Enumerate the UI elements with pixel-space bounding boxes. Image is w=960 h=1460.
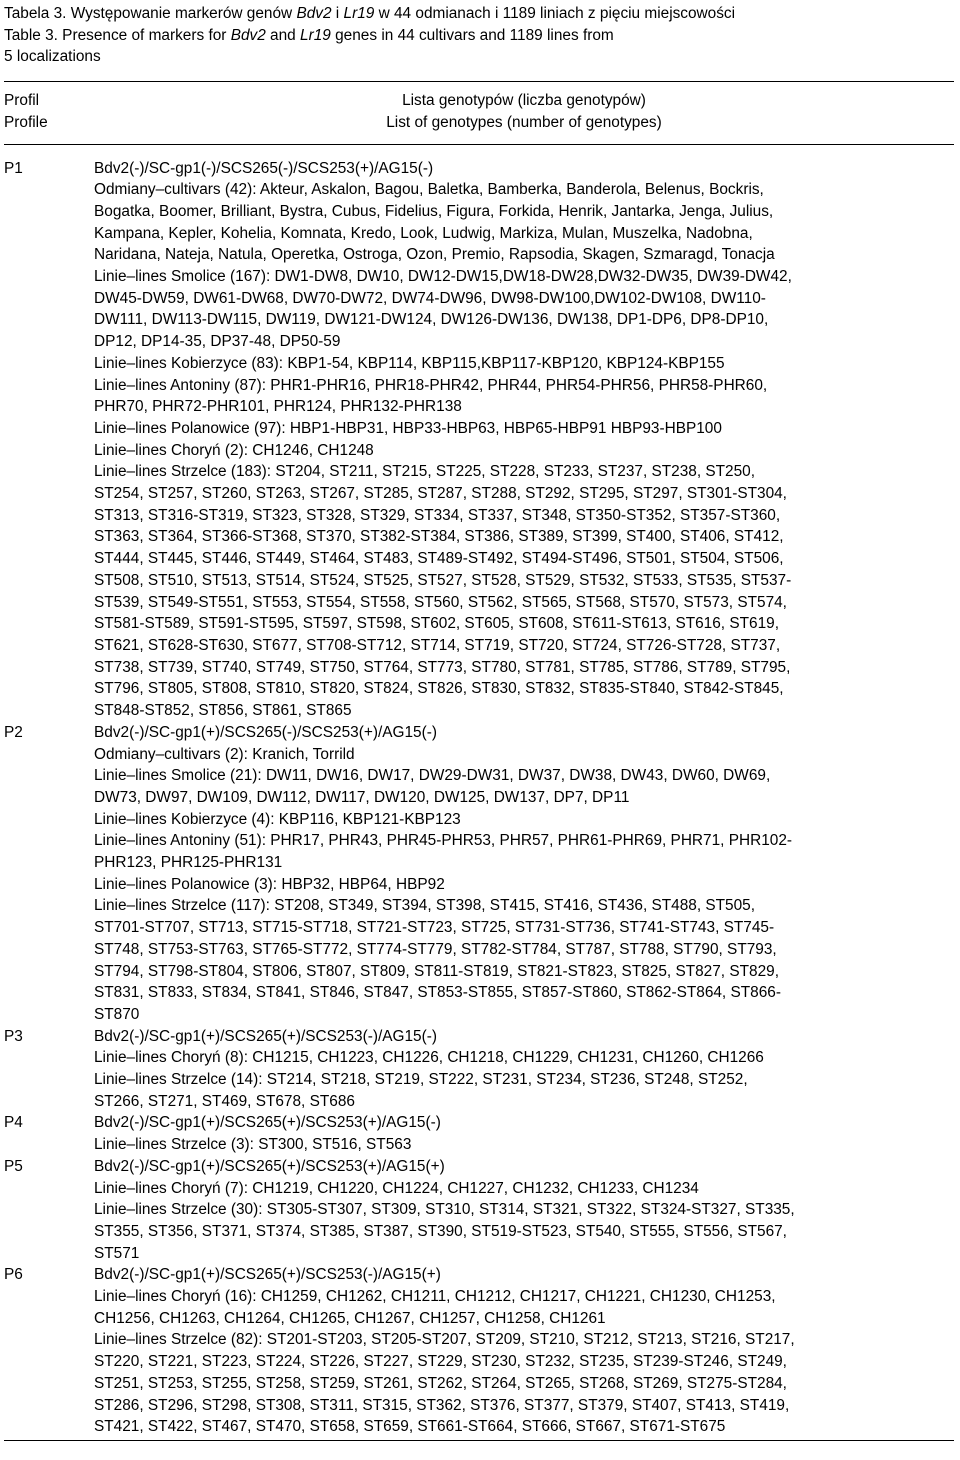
genotype-line: ST539, ST549-ST551, ST553, ST554, ST558, ST560, ST562, ST565, ST568, ST570, ST573, ST574, xyxy=(94,593,787,611)
genotype-line: Odmiany–cultivars (2): Kranich, Torrild xyxy=(94,745,355,763)
genotype-line: Linie–lines Polanowice (3): HBP32, HBP64, HBP92 xyxy=(94,875,445,893)
genotype-line: Bogatka, Boomer, Brilliant, Bystra, Cubus, Fidelius, Figura, Forkida, Henrik, Jantarka, Jenga, Julius, xyxy=(94,202,774,220)
profile-id: P2 xyxy=(4,723,23,741)
table-row xyxy=(4,1264,954,1440)
marker-pattern: Bdv2(-)/SC-gp1(+)/SCS265(+)/SCS253(-)/AG15(+) xyxy=(94,1266,441,1284)
table-body xyxy=(4,144,954,1440)
genotype-line: Linie–lines Strzelce (82): ST201-ST203, ST205-ST207, ST209, ST210, ST212, ST213, ST216, ST217, xyxy=(94,1331,795,1349)
genotype-line: ST831, ST833, ST834, ST841, ST846, ST847, ST853-ST855, ST857-ST860, ST862-ST864, ST866- xyxy=(94,984,781,1002)
profile-id: P5 xyxy=(4,1157,23,1175)
genotype-list-cell xyxy=(94,1156,954,1265)
caption-en-suffix: genes in 44 cultivars and 1189 lines from xyxy=(330,26,614,44)
profile-header-en: Profile xyxy=(4,113,48,131)
genotype-list-column-header xyxy=(94,82,954,144)
table-header-row xyxy=(4,82,954,144)
genotype-line: ST220, ST221, ST223, ST224, ST226, ST227, ST229, ST230, ST232, ST235, ST239-ST246, ST249, xyxy=(94,1353,787,1371)
genotype-line: Linie–lines Choryń (8): CH1215, CH1223, CH1226, CH1218, CH1229, CH1231, CH1260, CH1266 xyxy=(94,1049,764,1067)
genotype-line: ST266, ST271, ST469, ST678, ST686 xyxy=(94,1092,355,1110)
profile-column-header xyxy=(4,82,94,144)
genotype-line: DW45-DW59, DW61-DW68, DW70-DW72, DW74-DW96, DW98-DW100,DW102-DW108, DW110- xyxy=(94,289,766,307)
genotype-line: Linie–lines Choryń (16): CH1259, CH1262, CH1211, CH1212, CH1217, CH1221, CH1230, CH1253, xyxy=(94,1288,776,1306)
genotype-list-cell xyxy=(94,1112,954,1155)
caption-english-line2: 5 localizations xyxy=(4,48,101,66)
genotype-line: ST701-ST707, ST713, ST715-ST718, ST721-ST723, ST725, ST731-ST736, ST741-ST743, ST745- xyxy=(94,919,775,937)
genotype-line: Naridana, Nateja, Natula, Operetka, Ostroga, Ozon, Premio, Rapsodia, Skagen, Szmaragd, Tonacja xyxy=(94,246,775,264)
list-header-en: List of genotypes (number of genotypes) xyxy=(386,113,662,131)
caption-pl-gene-bdv2: Bdv2 xyxy=(296,5,332,22)
caption-en-gene-bdv2: Bdv2 xyxy=(230,26,266,44)
profile-id: P6 xyxy=(4,1264,94,1440)
genotype-line: CH1256, CH1263, CH1264, CH1265, CH1267, CH1257, CH1258, CH1261 xyxy=(94,1309,606,1327)
genotype-line: ST794, ST798-ST804, ST806, ST807, ST809, ST811-ST819, ST821-ST823, ST825, ST827, ST829, xyxy=(94,962,779,980)
caption-pl-and: i xyxy=(331,5,344,22)
genotype-line: ST621, ST628-ST630, ST677, ST708-ST712, ST714, ST719, ST720, ST724, ST726-ST728, ST737, xyxy=(94,636,781,654)
profile-id: P3 xyxy=(4,1027,23,1045)
caption-pl-suffix: w 44 odmianach i 1189 liniach z pięciu miejscowości xyxy=(374,5,736,22)
list-header-pl: Lista genotypów (liczba genotypów) xyxy=(402,92,646,110)
genotype-line: Linie–lines Smolice (21): DW11, DW16, DW17, DW29-DW31, DW37, DW38, DW43, DW60, DW69, xyxy=(94,767,771,785)
marker-pattern: Bdv2(-)/SC-gp1(+)/SCS265(-)/SCS253(+)/AG15(-) xyxy=(94,723,437,741)
genotype-line: Linie–lines Choryń (7): CH1219, CH1220, CH1224, CH1227, CH1232, CH1233, CH1234 xyxy=(94,1179,699,1197)
table-row xyxy=(4,722,954,1026)
genotype-line: Odmiany–cultivars (42): Akteur, Askalon, Bagou, Baletka, Bamberka, Banderola, Belenus, Bockris, xyxy=(94,181,764,199)
profile-id: P4 xyxy=(4,1114,23,1132)
genotype-line: PHR123, PHR125-PHR131 xyxy=(94,854,283,872)
genotype-line: ST254, ST257, ST260, ST263, ST267, ST285, ST287, ST288, ST292, ST295, ST297, ST301-ST304, xyxy=(94,485,787,503)
genotype-line: Linie–lines Choryń (2): CH1246, CH1248 xyxy=(94,441,374,459)
genotype-line: Kampana, Kepler, Kohelia, Komnata, Kredo, Look, Ludwig, Markiza, Mulan, Muszelka, Nadobna, xyxy=(94,224,753,242)
genotype-list-cell xyxy=(94,722,954,1026)
genotype-line: Linie–lines Polanowice (97): HBP1-HBP31, HBP33-HBP63, HBP65-HBP91 HBP93-HBP100 xyxy=(94,419,722,437)
genotype-line: Linie–lines Strzelce (14): ST214, ST218, ST219, ST222, ST231, ST234, ST236, ST248, ST252, xyxy=(94,1071,748,1089)
genotype-list-cell xyxy=(94,1264,954,1440)
genotype-line: Linie–lines Kobierzyce (4): KBP116, KBP121-KBP123 xyxy=(94,810,461,828)
genotype-line: ST421, ST422, ST467, ST470, ST658, ST659, ST661-ST664, ST666, ST667, ST671-ST675 xyxy=(94,1418,726,1436)
caption-en-and: and xyxy=(265,26,301,44)
genotype-line: ST363, ST364, ST366-ST368, ST370, ST382-ST384, ST386, ST389, ST399, ST400, ST406, ST412, xyxy=(94,528,784,546)
genotype-list-cell xyxy=(94,1026,954,1113)
table-row xyxy=(4,144,954,722)
genotype-line: ST508, ST510, ST513, ST514, ST524, ST525, ST527, ST528, ST529, ST532, ST533, ST535, ST537- xyxy=(94,571,792,589)
marker-pattern: Bdv2(-)/SC-gp1(-)/SCS265(-)/SCS253(+)/AG15(-) xyxy=(94,159,434,177)
genotype-line: DW73, DW97, DW109, DW112, DW117, DW120, DW125, DW137, DP7, DP11 xyxy=(94,788,630,806)
genotype-line: Linie–lines Kobierzyce (83): KBP1-54, KBP114, KBP115,KBP117-KBP120, KBP124-KBP155 xyxy=(94,354,725,372)
marker-table xyxy=(4,81,954,1441)
genotype-line: ST251, ST253, ST255, ST258, ST259, ST261, ST262, ST264, ST265, ST268, ST269, ST275-ST284, xyxy=(94,1374,787,1392)
profile-id: P1 xyxy=(4,159,23,177)
table-row xyxy=(4,1156,954,1265)
profile-header-pl: Profil xyxy=(4,92,40,110)
genotype-line: ST581-ST589, ST591-ST595, ST597, ST598, ST602, ST605, ST608, ST611-ST613, ST616, ST619, xyxy=(94,615,779,633)
genotype-line: ST444, ST445, ST446, ST449, ST464, ST483, ST489-ST492, ST494-ST496, ST501, ST504, ST506, xyxy=(94,550,784,568)
table-row xyxy=(4,1112,954,1155)
caption-pl-gene-lr19: Lr19 xyxy=(343,5,375,22)
genotype-line: Linie–lines Antoniny (51): PHR17, PHR43, PHR45-PHR53, PHR57, PHR61-PHR69, PHR71, PHR102- xyxy=(94,832,793,850)
genotype-line: DP12, DP14-35, DP37-48, DP50-59 xyxy=(94,333,341,351)
genotype-line: ST796, ST805, ST808, ST810, ST820, ST824, ST826, ST830, ST832, ST835-ST840, ST842-ST845, xyxy=(94,680,784,698)
marker-pattern: Bdv2(-)/SC-gp1(+)/SCS265(+)/SCS253(-)/AG15(-) xyxy=(94,1027,437,1045)
genotype-line: Linie–lines Smolice (167): DW1-DW8, DW10, DW12-DW15,DW18-DW28,DW32-DW35, DW39-DW42, xyxy=(94,268,792,286)
table-row xyxy=(4,1026,954,1113)
genotype-line: ST571 xyxy=(94,1244,140,1262)
caption-english xyxy=(4,25,958,47)
genotype-line: Linie–lines Strzelce (30): ST305-ST307, ST309, ST310, ST314, ST321, ST322, ST324-ST327, ST335, xyxy=(94,1201,795,1219)
caption-en-prefix: Table 3. Presence of markers for xyxy=(4,26,231,44)
genotype-line: ST286, ST296, ST298, ST308, ST311, ST315, ST362, ST376, ST377, ST379, ST407, ST413, ST419, xyxy=(94,1396,790,1414)
genotype-line: ST870 xyxy=(94,1005,140,1023)
genotype-line: ST355, ST356, ST371, ST374, ST385, ST387, ST390, ST519-ST523, ST540, ST555, ST556, ST567, xyxy=(94,1222,787,1240)
caption-pl-prefix: Tabela 3. Występowanie markerów genów xyxy=(4,5,297,22)
table-caption xyxy=(4,0,958,68)
genotype-line: ST848-ST852, ST856, ST861, ST865 xyxy=(94,702,352,720)
marker-pattern: Bdv2(-)/SC-gp1(+)/SCS265(+)/SCS253(+)/AG15(-) xyxy=(94,1114,441,1132)
genotype-list-cell xyxy=(94,144,954,722)
genotype-line: Linie–lines Strzelce (3): ST300, ST516, ST563 xyxy=(94,1136,412,1154)
genotype-line: Linie–lines Strzelce (117): ST208, ST349, ST394, ST398, ST415, ST416, ST436, ST488, ST505, xyxy=(94,897,756,915)
genotype-line: PHR70, PHR72-PHR101, PHR124, PHR132-PHR138 xyxy=(94,398,462,416)
caption-polish xyxy=(4,3,958,25)
genotype-line: DW111, DW113-DW115, DW119, DW121-DW124, DW126-DW136, DW138, DP1-DP6, DP8-DP10, xyxy=(94,311,769,329)
genotype-line: ST748, ST753-ST763, ST765-ST772, ST774-ST779, ST782-ST784, ST787, ST788, ST790, ST793, xyxy=(94,940,777,958)
marker-pattern: Bdv2(-)/SC-gp1(+)/SCS265(+)/SCS253(+)/AG15(+) xyxy=(94,1157,445,1175)
caption-en-gene-lr19: Lr19 xyxy=(300,26,331,44)
genotype-line: Linie–lines Antoniny (87): PHR1-PHR16, PHR18-PHR42, PHR44, PHR54-PHR56, PHR58-PHR60, xyxy=(94,376,768,394)
genotype-line: ST313, ST316-ST319, ST323, ST328, ST329, ST334, ST337, ST348, ST350-ST352, ST357-ST360, xyxy=(94,506,781,524)
genotype-line: ST738, ST739, ST740, ST749, ST750, ST764, ST773, ST780, ST781, ST785, ST786, ST789, ST795, xyxy=(94,658,791,676)
genotype-line: Linie–lines Strzelce (183): ST204, ST211, ST215, ST225, ST228, ST233, ST237, ST238, ST250, xyxy=(94,463,756,481)
